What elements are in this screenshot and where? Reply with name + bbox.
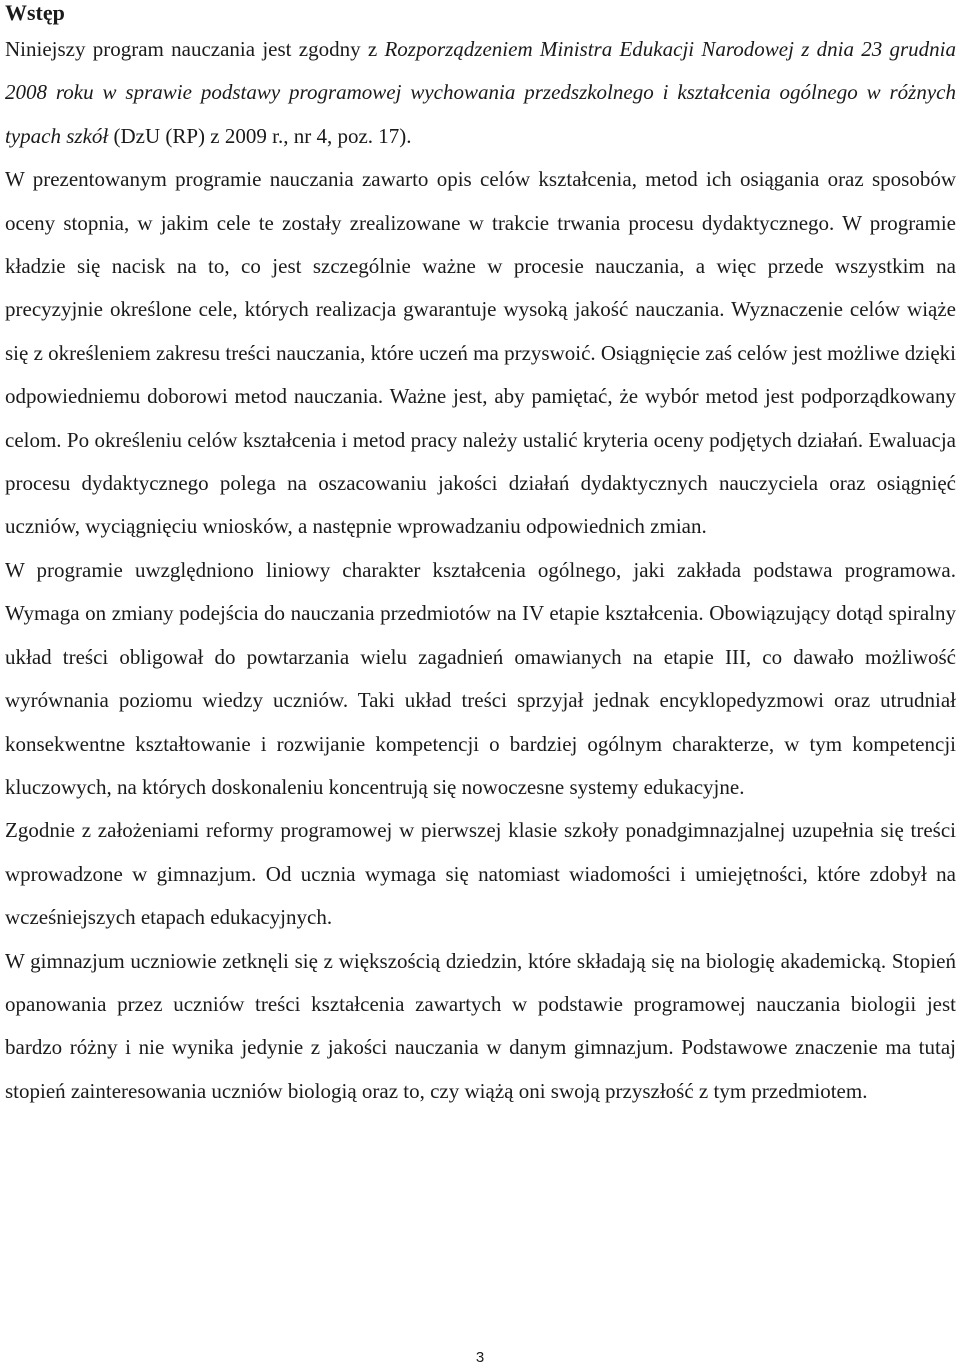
regulation-title: Rozporządzeniem Ministra Edukacji Narodowej z dnia 23 grudnia 2008 roku w sprawie podstawy programowej wychowania przedszkolnego i kształcenia ogólnego w różnych typach szkół [5,37,957,148]
page-number: 3 [475,1349,485,1366]
intro-lead-text: Niniejszy program nauczania jest zgodny z [5,37,385,61]
paragraph-linear-curriculum: W programie uwzględniono liniowy charakter kształcenia ogólnego, jaki zakłada podstawa programowa. Wymaga on zmiany podejścia do nauczania przedmiotów na IV etapie kształcenia. Obowiązujący dotąd spiralny układ treści obligował do powtarzania wielu zagadnień omawianych na etapie III, co dawało możliwość wyrównania poziomu wiedzy uczniów. Taki układ treści sprzyjał jednak encyklopedyzmowi oraz utrudniał konsekwentne kształtowanie i rozwijanie kompetencji o bardziej ogólnym charakterze, w tym kompetencji kluczowych, na których doskonaleniu koncentrują się nowoczesne systemy edukacyjne. [5,557,956,799]
citation-text: (DzU (RP) z 2009 r., nr 4, poz. 17). [108,123,412,148]
paragraph-gymnasium-biology: W gimnazjum uczniowie zetknęli się z większością dziedzin, które składają się na biologię akademicką. Stopień opanowania przez uczniów treści kształcenia zawartych w podstawie programowej nauczania biologii jest bardzo różny i nie wynika jedynie z jakości nauczania w danym gimnazjum. Podstawowe znaczenie ma tutaj stopień zainteresowania uczniów biologią oraz to, czy wiążą oni swoją przyszłość z tym przedmiotem. [5,948,956,1103]
paragraph-intro [5,28,956,158]
section-heading: Wstęp [5,0,65,25]
paragraph-reform-assumptions: Zgodnie z założeniami reformy programowej w pierwszej klasie szkoły ponadgimnazjalnej uzupełnia się treści wprowadzone w gimnazjum. Od ucznia wymaga się natomiast wiadomości i umiejętności, które zdobył na wcześniejszych etapach edukacyjnych. [5,818,956,930]
paragraph-goals-methods: W prezentowanym programie nauczania zawarto opis celów kształcenia, metod ich osiągania oraz sposobów oceny stopnia, w jakim cele te zostały zrealizowane w trakcie trwania procesu dydaktycznego. W programie kładzie się nacisk na to, co jest szczególnie ważne w procesie nauczania, a więc przede wszystkim na precyzyjnie określone cele, których realizacja gwarantuje wysoką jakość nauczania. Wyznaczenie celów wiąże się z określeniem zakresu treści nauczania, które uczeń ma przyswoić. Osiągnięcie zaś celów jest możliwe dzięki odpowiedniemu doborowi metod nauczania. Ważne jest, aby pamiętać, że wybór metod jest podporządkowany celom. Po określeniu celów kształcenia i metod pracy należy ustalić kryteria oceny podjętych działań. Ewaluacja procesu dydaktycznego polega na oszacowaniu jakości działań dydaktycznych nauczyciela oraz osiągnięć uczniów, wyciągnięciu wniosków, a następnie wprowadzaniu odpowiednich zmian. [5,167,957,539]
body-text [5,28,956,1113]
